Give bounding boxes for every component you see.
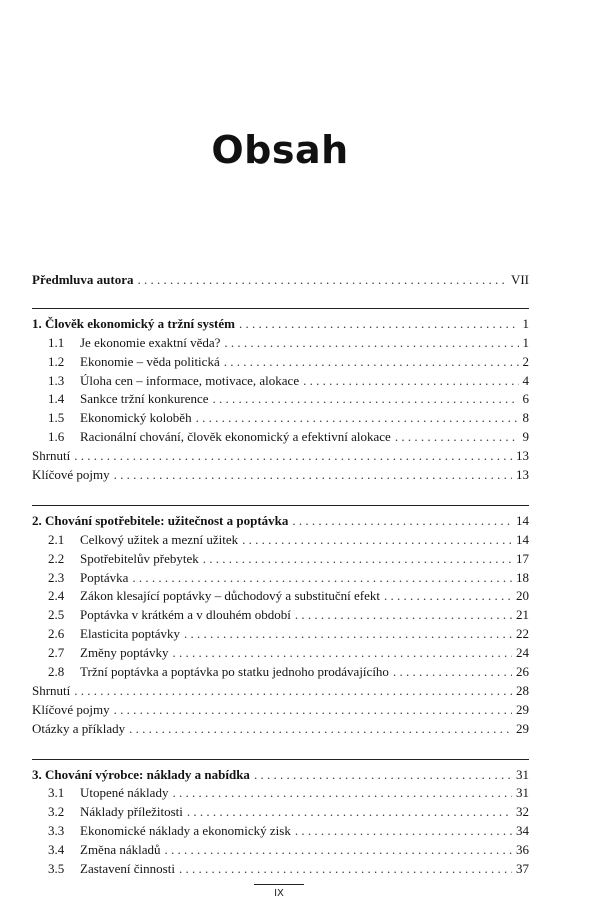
leader-dots (303, 372, 518, 391)
toc-preface-entry[interactable] (32, 271, 529, 290)
toc-entry-title: Celkový užitek a mezní užitek (80, 531, 239, 547)
toc-entry-number: 2.1 (48, 531, 65, 547)
leader-dots (74, 682, 512, 701)
toc-entry-page: 13 (516, 448, 529, 464)
page-number: IX (274, 888, 284, 899)
table-of-contents (32, 271, 529, 879)
leader-dots (203, 550, 512, 569)
toc-entry-page: 34 (516, 823, 529, 839)
leader-dots (239, 315, 519, 334)
toc-entry-page: VII (510, 272, 529, 287)
toc-entry-page: 2 (522, 353, 529, 369)
toc-section-entry[interactable] (32, 353, 529, 372)
toc-entry-page: 1 (522, 334, 529, 350)
toc-entry-title: Tržní poptávka a poptávka po statku jednoho prodávajícího (80, 664, 389, 680)
toc-section-entry[interactable] (32, 860, 529, 879)
chapter-section (32, 309, 529, 485)
toc-entry-number: 3.1 (48, 785, 65, 801)
chapter-section (32, 760, 529, 879)
toc-entry-page: 28 (516, 682, 529, 698)
toc-entry-page: 32 (516, 804, 529, 820)
toc-entry-number: 1.6 (48, 429, 65, 445)
leader-dots (114, 701, 512, 720)
toc-entry-page: 24 (516, 645, 529, 661)
toc-entry-number: 3.2 (48, 804, 65, 820)
toc-entry-title: Poptávka (80, 569, 129, 585)
leader-dots (187, 803, 512, 822)
toc-entry-page: 29 (516, 720, 529, 736)
toc-section-entry[interactable] (32, 334, 529, 353)
toc-entry-title: Úloha cen – informace, motivace, alokace (80, 372, 300, 388)
leader-dots (292, 512, 512, 531)
toc-entry-page: 31 (516, 766, 529, 782)
toc-section-entry[interactable] (32, 569, 529, 588)
leader-dots (242, 531, 512, 550)
toc-section-entry[interactable] (32, 701, 529, 720)
toc-chapter-entry[interactable] (32, 512, 529, 531)
folio-rule (254, 884, 304, 885)
toc-chapter-entry[interactable] (32, 315, 529, 334)
toc-section-entry[interactable] (32, 663, 529, 682)
leader-dots (384, 587, 512, 606)
leader-dots (254, 766, 512, 785)
chapter-list (32, 309, 529, 879)
toc-entry-title: Elasticita poptávky (80, 626, 181, 642)
toc-chapter-entry[interactable] (32, 766, 529, 785)
toc-entry-title: Utopené náklady (80, 785, 169, 801)
toc-entry-number: 1.3 (48, 372, 65, 388)
chapter-section (32, 506, 529, 739)
leader-dots (393, 663, 512, 682)
toc-section-entry[interactable] (32, 447, 529, 466)
toc-entry-title: Otázky a příklady (32, 720, 126, 736)
toc-section-entry[interactable] (32, 803, 529, 822)
toc-entry-number: 1.4 (48, 391, 65, 407)
toc-entry-number: 1.5 (48, 410, 65, 426)
toc-entry-title: 3. Chování výrobce: náklady a nabídka (32, 766, 250, 782)
toc-entry-number: 1.2 (48, 353, 65, 369)
spacer (32, 739, 529, 759)
toc-entry-title: Klíčové pojmy (32, 467, 110, 483)
toc-section-entry[interactable] (32, 720, 529, 739)
toc-entry-title: Náklady příležitosti (80, 804, 183, 820)
toc-entry-title: Shrnutí (32, 448, 71, 464)
leader-dots (129, 720, 512, 739)
toc-entry-number: 3.3 (48, 823, 65, 839)
toc-entry-number: 2.6 (48, 626, 65, 642)
toc-entry-page: 37 (516, 861, 529, 877)
toc-section-entry[interactable] (32, 428, 529, 447)
leader-dots (74, 447, 512, 466)
toc-entry-title: Zastavení činnosti (80, 861, 175, 877)
toc-section-entry[interactable] (32, 550, 529, 569)
toc-section-entry[interactable] (32, 644, 529, 663)
toc-entry-page: 14 (516, 531, 529, 547)
toc-section-entry[interactable] (32, 784, 529, 803)
toc-entry-page: 4 (522, 372, 529, 388)
leader-dots (196, 409, 519, 428)
leader-dots (172, 784, 512, 803)
toc-section-entry[interactable] (32, 466, 529, 485)
toc-entry-number: 2.4 (48, 588, 65, 604)
toc-entry-number: 1.1 (48, 334, 65, 350)
leader-dots (172, 644, 512, 663)
toc-section-entry[interactable] (32, 372, 529, 391)
toc-entry-title: Poptávka v krátkém a v dlouhém období (80, 607, 291, 623)
leader-dots (295, 822, 512, 841)
leader-dots (295, 606, 512, 625)
toc-entry-title: Sankce tržní konkurence (80, 391, 209, 407)
toc-entry-page: 31 (516, 785, 529, 801)
toc-section-entry[interactable] (32, 625, 529, 644)
toc-entry-title: Klíčové pojmy (32, 701, 110, 717)
toc-section-entry[interactable] (32, 409, 529, 428)
leader-dots (165, 841, 513, 860)
spacer (32, 485, 529, 505)
toc-entry-page: 9 (522, 429, 529, 445)
leader-dots (137, 271, 506, 290)
leader-dots (114, 466, 512, 485)
toc-entry-title: Ekonomické náklady a ekonomický zisk (80, 823, 291, 839)
toc-entry-page: 13 (516, 467, 529, 483)
toc-entry-title: Shrnutí (32, 682, 71, 698)
leader-dots (179, 860, 512, 879)
preface-section (32, 271, 529, 290)
toc-entry-title: Změna nákladů (80, 842, 161, 858)
toc-entry-page: 14 (516, 512, 529, 528)
toc-entry-page: 1 (522, 315, 529, 331)
toc-entry-number: 2.5 (48, 607, 65, 623)
toc-entry-page: 29 (516, 701, 529, 717)
toc-entry-number: 2.8 (48, 664, 65, 680)
toc-entry-page: 36 (516, 842, 529, 858)
toc-entry-page: 6 (522, 391, 529, 407)
toc-entry-title: Spotřebitelův přebytek (80, 550, 199, 566)
toc-section-entry[interactable] (32, 587, 529, 606)
toc-entry-number: 2.7 (48, 645, 65, 661)
toc-entry-number: 3.4 (48, 842, 65, 858)
leader-dots (132, 569, 512, 588)
leader-dots (213, 390, 519, 409)
toc-entry-title: Racionální chování, člověk ekonomický a efektivní alokace (80, 429, 391, 445)
toc-section-entry[interactable] (32, 841, 529, 860)
leader-dots (395, 428, 519, 447)
toc-section-entry[interactable] (32, 682, 529, 701)
page-title: Obsah (211, 128, 349, 172)
toc-entry-page: 8 (522, 410, 529, 426)
toc-entry-title: Změny poptávky (80, 645, 169, 661)
toc-entry-page: 17 (516, 550, 529, 566)
toc-entry-page: 22 (516, 626, 529, 642)
toc-section-entry[interactable] (32, 606, 529, 625)
toc-entry-page: 21 (516, 607, 529, 623)
toc-entry-number: 3.5 (48, 861, 65, 877)
toc-entry-title: 1. Člověk ekonomický a tržní systém (32, 315, 235, 331)
toc-entry-page: 20 (516, 588, 529, 604)
toc-entry-page: 26 (516, 664, 529, 680)
toc-entry-title: Zákon klesající poptávky – důchodový a substituční efekt (80, 588, 381, 604)
leader-dots (184, 625, 512, 644)
toc-entry-page: 18 (516, 569, 529, 585)
toc-entry-title: Je ekonomie exaktní věda? (80, 334, 221, 350)
leader-dots (224, 353, 519, 372)
toc-entry-title: Ekonomie – věda politická (80, 353, 220, 369)
toc-section-entry[interactable] (32, 390, 529, 409)
toc-entry-title: Předmluva autora (32, 272, 134, 287)
toc-entry-title: Ekonomický koloběh (80, 410, 192, 426)
toc-entry-title: 2. Chování spotřebitele: užitečnost a poptávka (32, 512, 289, 528)
toc-entry-number: 2.3 (48, 569, 65, 585)
toc-section-entry[interactable] (32, 531, 529, 550)
leader-dots (224, 334, 518, 353)
toc-section-entry[interactable] (32, 822, 529, 841)
toc-entry-number: 2.2 (48, 550, 65, 566)
spacer (32, 290, 529, 308)
